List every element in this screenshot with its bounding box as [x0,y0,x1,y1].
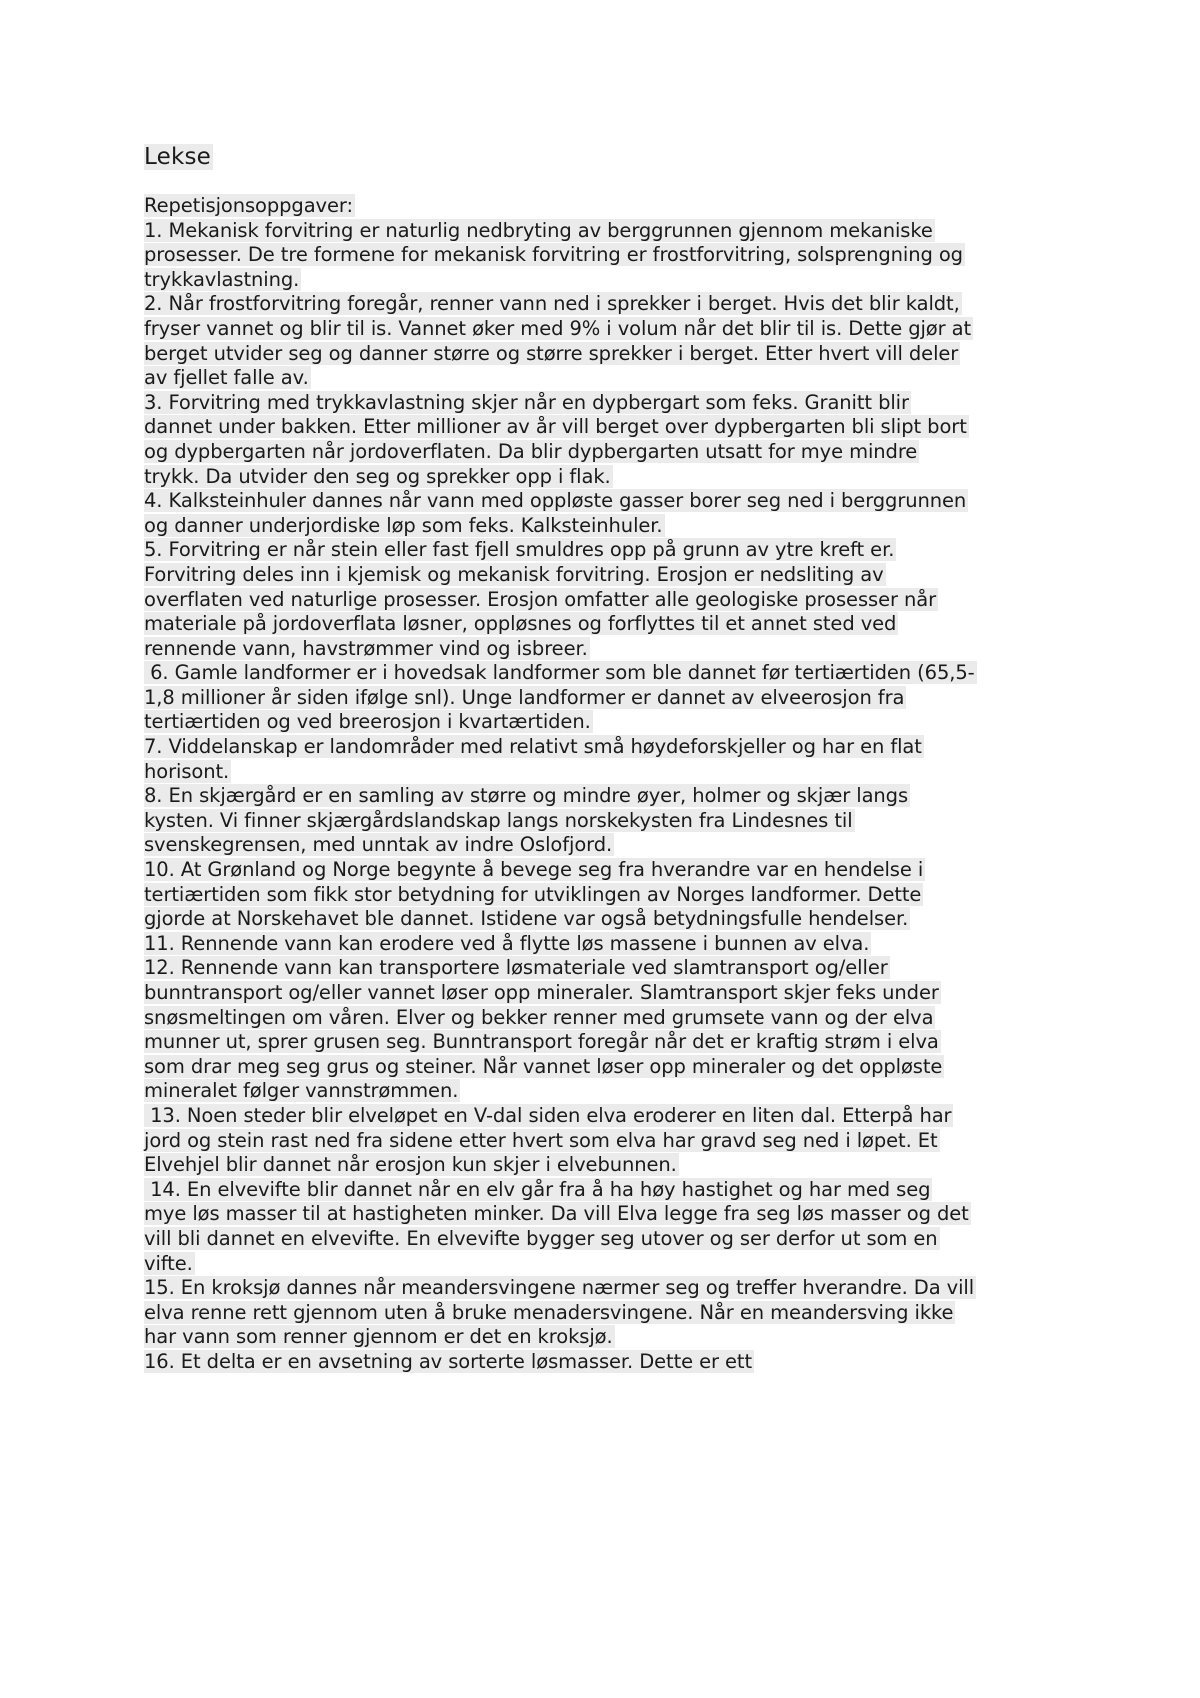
text-line [144,563,1064,588]
text-line-content: berget utvider seg og danner større og større sprekker i berget. Etter hvert vill deler [144,341,959,365]
text-line-content: kysten. Vi finner skjærgårdslandskap langs norskekysten fra Lindesnes til [144,808,853,832]
text-line-content: 3. Forvitring med trykkavlastning skjer når en dypbergart som feks. Granitt blir [144,390,909,414]
text-line-content: fryser vannet og blir til is. Vannet øker med 9% i volum når det blir til is. Dette gjør at [144,316,972,340]
text-line [144,907,1064,932]
text-line-content: 5. Forvitring er når stein eller fast fjell smuldres opp på grunn av ytre kreft er. [144,538,895,562]
text-line [144,883,1064,908]
text-line-content: 12. Rennende vann kan transportere løsmateriale ved slamtransport og/eller [144,956,888,980]
text-line-content: dannet under bakken. Etter millioner av år vill berget over dypbergarten bli slipt bort [144,415,967,439]
text-line-content: tertiærtiden og ved breerosjon i kvartærtiden. [144,710,591,734]
text-line [144,1055,1064,1080]
text-line-content: mineralet følger vannstrømmen. [144,1079,459,1103]
text-line-content: 11. Rennende vann kan erodere ved å flytte løs massene i bunnen av elva. [144,931,870,955]
text-line-content: trykk. Da utvider den seg og sprekker opp i flak. [144,464,611,488]
text-line [144,784,1064,809]
text-line-content: som drar meg seg grus og steiner. Når vannet løser opp mineraler og det oppløste [144,1054,943,1078]
text-line [144,243,1064,268]
text-line [144,1079,1064,1104]
text-line-content: 1. Mekanisk forvitring er naturlig nedbryting av berggrunnen gjennom mekaniske [144,218,933,242]
text-line-content: jord og stein rast ned fra sidene etter hvert som elva har gravd seg ned i løpet. Et [144,1128,938,1152]
text-line-content: tertiærtiden som fikk stor betydning for utviklingen av Norges landformer. Dette [144,882,922,906]
text-line-content: Repetisjonsoppgaver: [144,194,353,217]
text-line-content: 14. En elvevifte blir dannet når en elv går fra å ha høy hastighet og har med seg [144,1177,931,1201]
text-line [144,981,1064,1006]
text-line [144,1202,1064,1227]
text-line-content: prosesser. De tre formene for mekanisk forvitring er frostforvitring, solsprengning og [144,243,963,267]
text-line-content: rennende vann, havstrømmer vind og isbreer. [144,636,588,660]
text-line-content: 4. Kalksteinhuler dannes når vann med oppløste gasser borer seg ned i berggrunnen [144,489,967,513]
text-line [144,415,1064,440]
text-line [144,1153,1064,1178]
text-line-content: mye løs masser til at hastigheten minker. Da vill Elva legge fra seg løs masser og det [144,1202,969,1226]
text-line [144,1325,1064,1350]
text-line-content: 2. Når frostforvitring foregår, renner vann ned i sprekker i berget. Hvis det blir kaldt, [144,292,960,316]
text-line-content: av fjellet falle av. [144,366,309,390]
text-line [144,514,1064,539]
text-line [144,1227,1064,1252]
text-line-content: Elvehjel blir dannet når erosjon kun skjer i elvebunnen. [144,1153,677,1177]
text-line [144,1301,1064,1326]
document-body [144,194,1064,1375]
text-line [144,391,1064,416]
text-line-content: trykkavlastning. [144,267,300,291]
text-line [144,317,1064,342]
text-line [144,1178,1064,1203]
text-line [144,268,1064,293]
text-line-content: vifte. [144,1251,193,1275]
text-line-content: Forvitring deles inn i kjemisk og mekanisk forvitring. Erosjon er nedsliting av [144,562,884,586]
text-line-content: elva renne rett gjennom uten å bruke menadersvingene. Når en meandersving ikke [144,1300,954,1324]
text-line [144,194,1064,219]
text-line-content: materiale på jordoverflata løsner, oppløsnes og forflyttes til et annet sted ved [144,612,897,636]
text-line-content: 16. Et delta er en avsetning av sorterte løsmasser. Dette er ett [144,1349,753,1373]
text-line-content: vill bli dannet en elvevifte. En elvevifte bygger seg utover og ser derfor ut som en [144,1226,938,1250]
text-line [144,710,1064,735]
text-line-content: 13. Noen steder blir elveløpet en V-dal siden elva eroderer en liten dal. Etterpå har [144,1103,952,1127]
page-title [144,140,1064,174]
text-line [144,588,1064,613]
text-line-content: 6. Gamle landformer er i hovedsak landformer som ble dannet før tertiærtiden (65,5- [144,661,975,685]
text-line [144,465,1064,490]
title-text: Lekse [144,144,212,170]
text-line [144,1006,1064,1031]
text-line-content: 15. En kroksjø dannes når meandersvingene nærmer seg og treffer hverandre. Da vill [144,1276,975,1300]
text-line [144,342,1064,367]
text-line-content: overflaten ved naturlige prosesser. Erosjon omfatter alle geologiske prosesser når [144,587,937,611]
text-line [144,932,1064,957]
text-line [144,858,1064,883]
text-line [144,809,1064,834]
text-line [144,489,1064,514]
text-line [144,735,1064,760]
text-line-content: har vann som renner gjennom er det en kroksjø. [144,1325,613,1349]
text-line [144,612,1064,637]
text-line [144,1129,1064,1154]
text-line-content: munner ut, sprer grusen seg. Bunntransport foregår når det er kraftig strøm i elva [144,1030,939,1054]
text-line [144,637,1064,662]
text-line-content: 1,8 millioner år siden ifølge snl). Unge landformer er dannet av elveerosjon fra [144,685,905,709]
text-line-content: snøsmeltingen om våren. Elver og bekker renner med grumsete vann og der elva [144,1005,934,1029]
text-line-content: og dypbergarten når jordoverflaten. Da blir dypbergarten utsatt for mye mindre [144,439,918,463]
text-line-content: 10. At Grønland og Norge begynte å bevege seg fra hverandre var en hendelse i [144,858,924,882]
text-line-content: 7. Viddelanskap er landområder med relativt små høydeforskjeller og har en flat [144,735,922,759]
text-line [144,1276,1064,1301]
text-line-content: gjorde at Norskehavet ble dannet. Istidene var også betydningsfulle hendelser. [144,907,909,931]
text-line [144,661,1064,686]
text-line [144,760,1064,785]
text-line [144,219,1064,244]
text-line [144,1350,1064,1375]
text-line [144,366,1064,391]
text-line-content: og danner underjordiske løp som feks. Kalksteinhuler. [144,513,663,537]
text-line [144,292,1064,317]
text-line [144,440,1064,465]
text-line-content: svenskegrensen, med unntak av indre Oslofjord. [144,833,613,857]
text-line-content: 8. En skjærgård er en samling av større og mindre øyer, holmer og skjær langs [144,784,909,808]
text-line [144,833,1064,858]
text-line [144,538,1064,563]
text-line [144,956,1064,981]
text-line-content: horisont. [144,759,230,783]
text-line [144,1104,1064,1129]
text-line [144,686,1064,711]
document-page [144,140,1064,1375]
text-line [144,1030,1064,1055]
text-line [144,1252,1064,1277]
text-line-content: bunntransport og/eller vannet løser opp mineraler. Slamtransport skjer feks under [144,981,939,1004]
